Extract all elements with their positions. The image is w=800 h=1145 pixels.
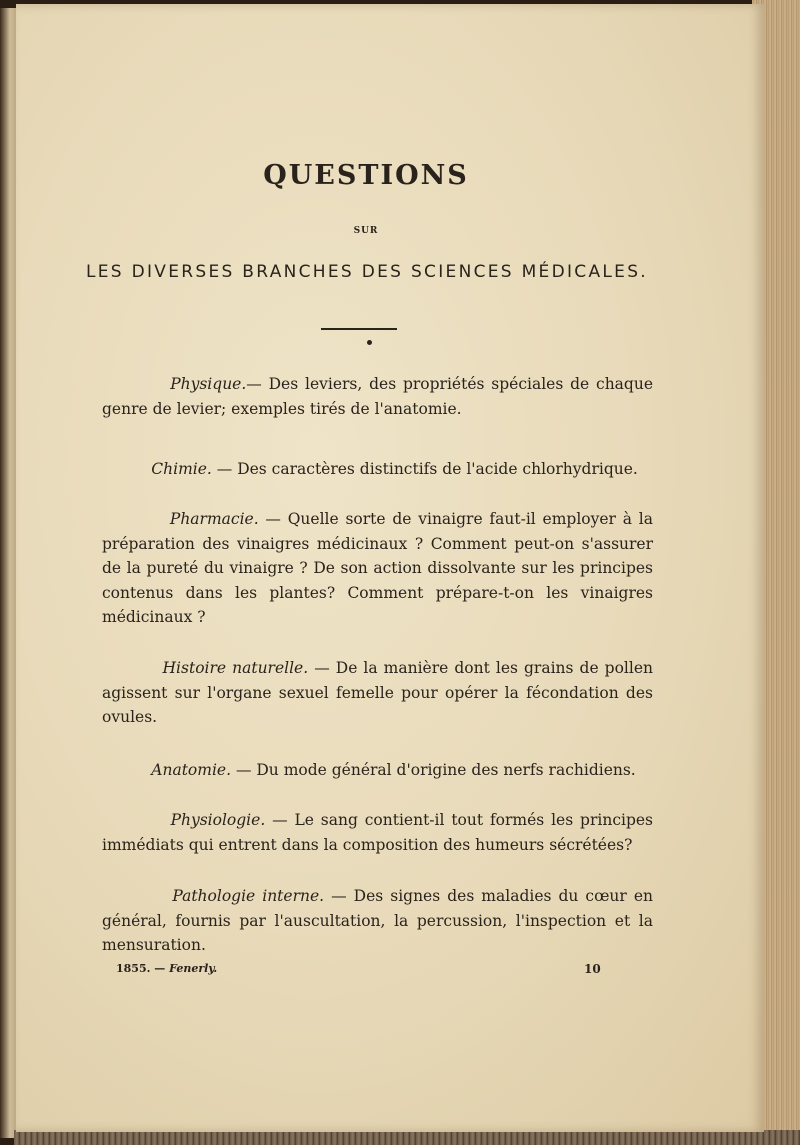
question-physique (102, 372, 653, 421)
question-label: Physique. (170, 375, 247, 393)
book-page (16, 4, 764, 1132)
question-separator: — (258, 510, 288, 528)
page-subtitle: LES DIVERSES BRANCHES DES SCIENCES MÉDICALES. (85, 262, 649, 282)
question-label: Chimie. (151, 460, 212, 478)
question-text: Du mode général d'origine des nerfs rachidiens. (256, 761, 636, 779)
question-separator: — (211, 460, 238, 478)
question-label: Histoire naturelle. (162, 659, 309, 677)
question-text: Le sang contient-il tout formés les principes immédiats qui entrent dans la composition des humeurs sécrétées? (102, 811, 654, 854)
question-label: Anatomie. (151, 761, 232, 779)
question-text: Des leviers, des propriétés spéciales de chaque genre de levier; exemples tirés de l'anatomie. (102, 375, 653, 418)
question-text: Des caractères distinctifs de l'acide chlorhydrique. (237, 460, 638, 478)
question-physiologie (102, 808, 653, 857)
question-text: De la manière dont les grains de pollen agissent sur l'organe sexuel femelle pour opérer la fécondation des ovules. (102, 659, 653, 726)
book-bottom-edge (14, 1130, 800, 1145)
title-connector: SUR (353, 226, 379, 236)
page-title: QUESTIONS (263, 160, 469, 191)
signature-author: Fenerly. (169, 962, 218, 975)
question-separator: — (308, 659, 336, 677)
question-anatomie (102, 758, 653, 783)
title-ornament-dot (367, 340, 372, 345)
question-separator: — (324, 887, 354, 905)
question-chimie (102, 457, 653, 482)
signature-year: 1855. — (116, 962, 166, 975)
question-separator: — (246, 375, 269, 393)
question-label: Pharmacie. (169, 510, 259, 528)
question-pathologie-interne (102, 884, 653, 958)
question-separator: — (231, 761, 257, 779)
question-text: Quelle sorte de vinaigre faut-il employer à la préparation des vinaigres médicinaux ? Comment peut-on s'assurer de la pureté du vinaigre ? De son action dissolvante sur les principes contenus dans les plantes? Comment prépare-t-on les vinaigres médicinaux ? (102, 510, 653, 626)
question-text: Des signes des maladies du cœur en général, fournis par l'auscultation, la percussion, l'inspection et la mensuration. (102, 887, 654, 954)
question-label: Physiologie. (170, 811, 266, 829)
page-number: 10 (584, 962, 601, 976)
question-histoire-naturelle (102, 656, 653, 730)
question-label: Pathologie interne. (172, 887, 325, 905)
printer-signature (116, 962, 217, 975)
title-rule (321, 328, 397, 330)
question-separator: — (265, 811, 295, 829)
question-pharmacie (102, 507, 653, 630)
